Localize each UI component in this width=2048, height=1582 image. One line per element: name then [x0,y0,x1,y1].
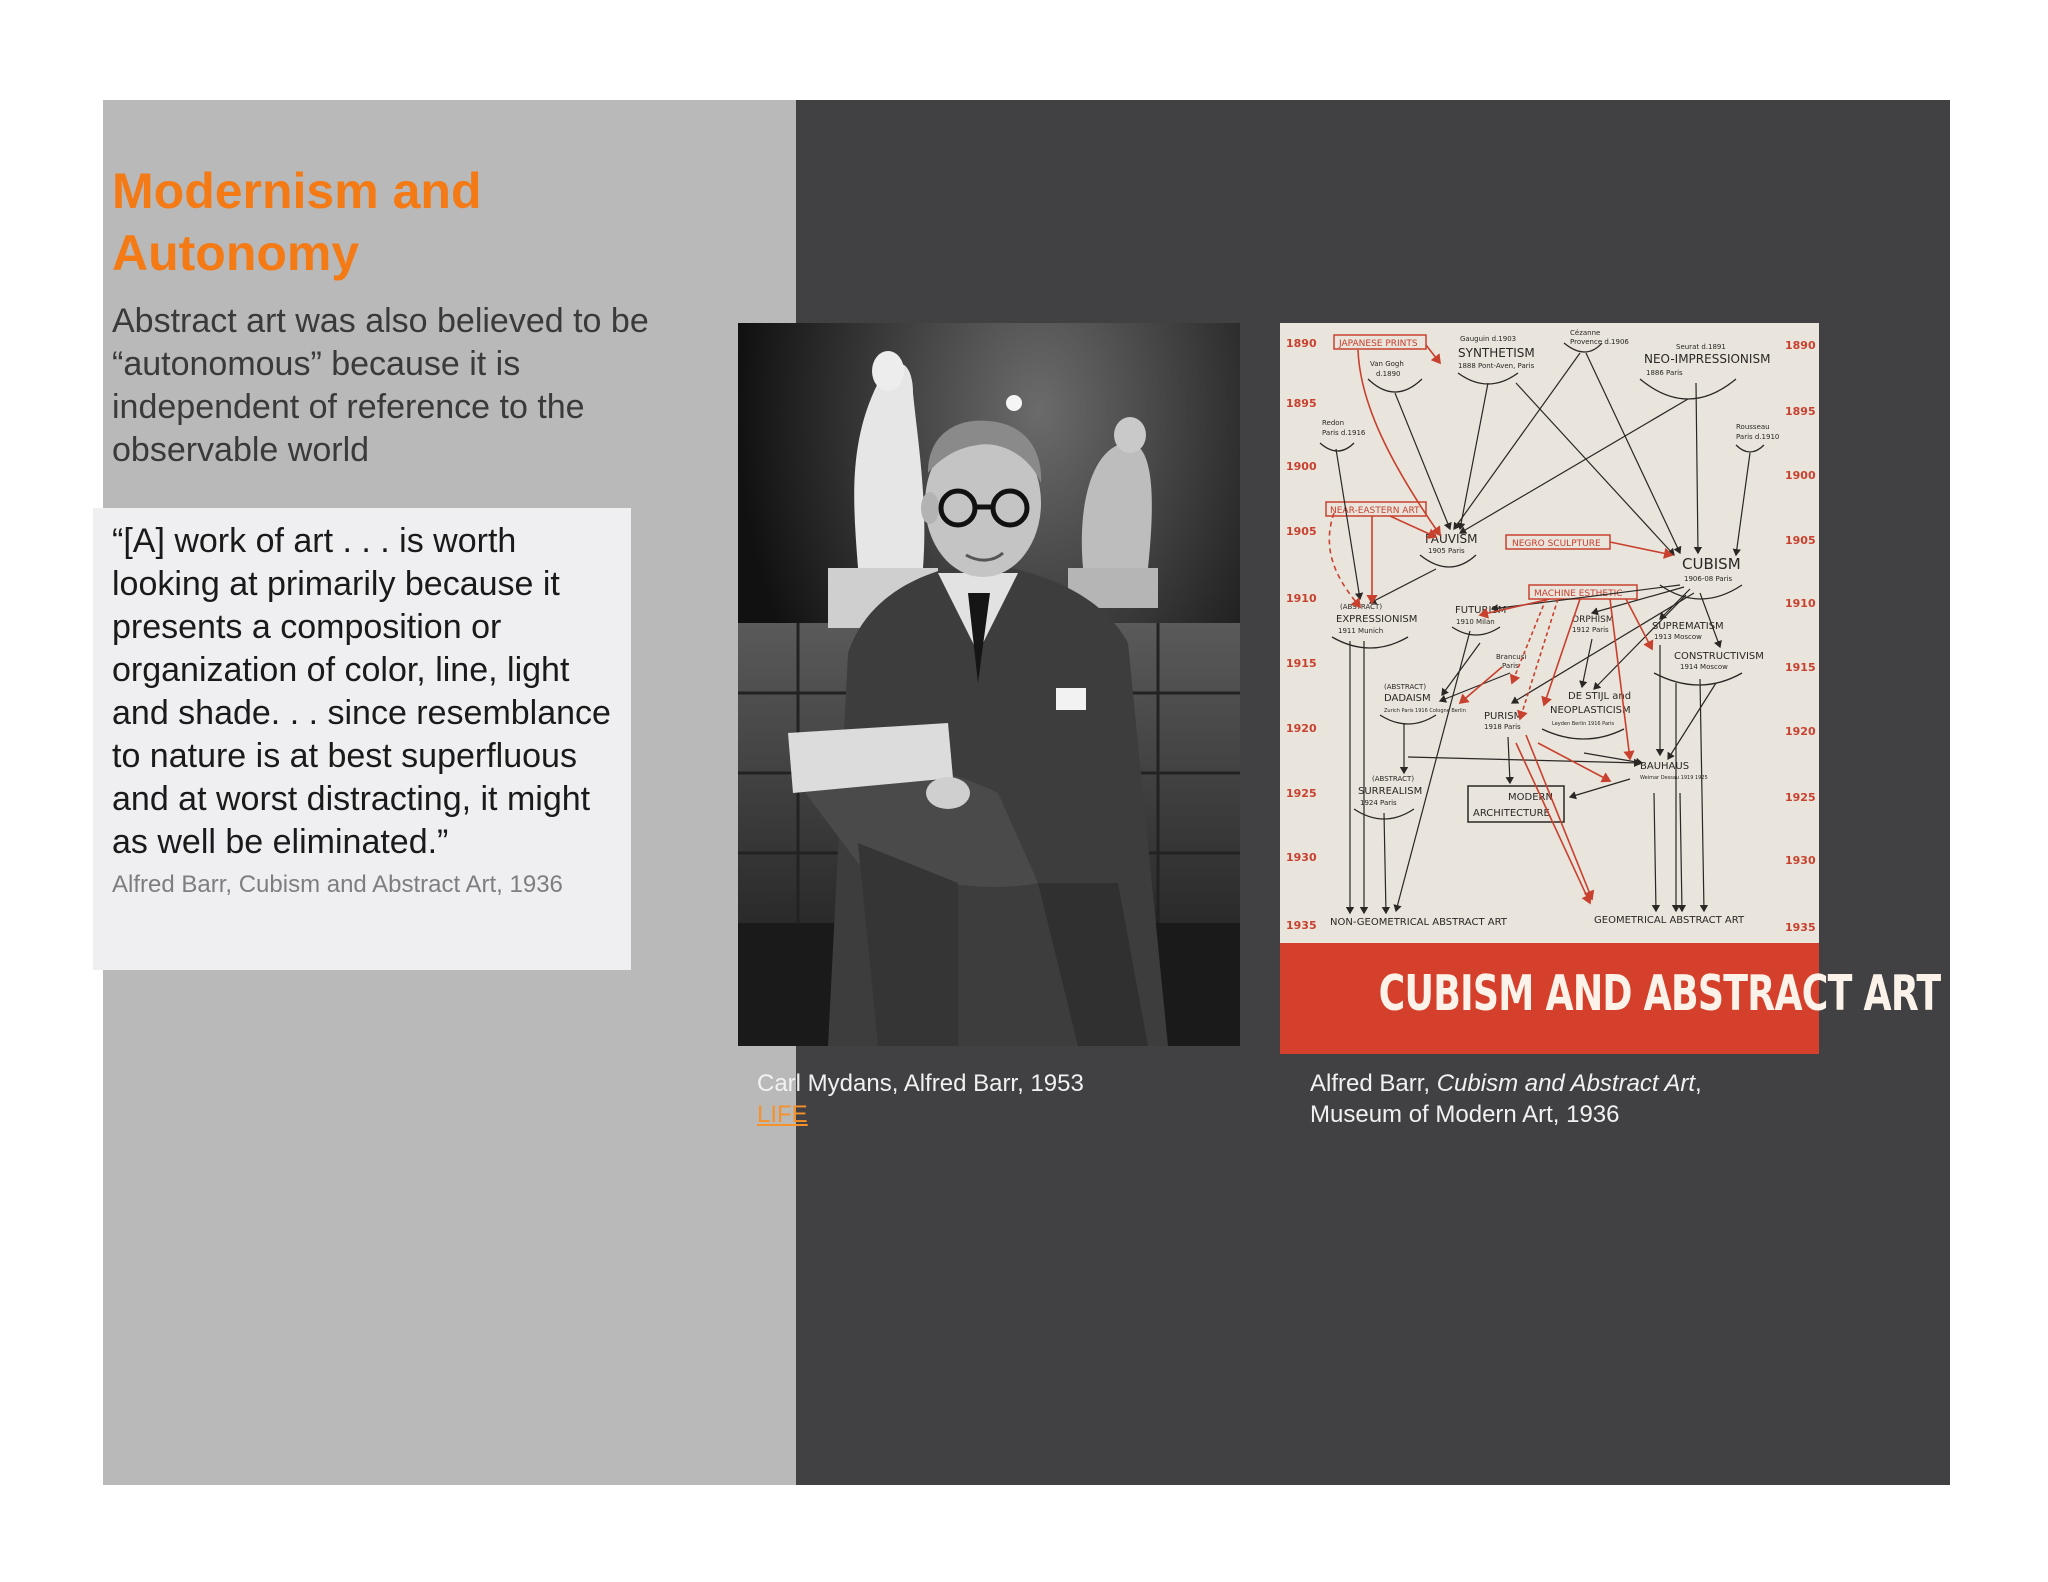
movement-orphism: ORPHISM [1572,615,1614,625]
movement-futurism-sub: 1910 Milan [1456,618,1495,626]
cover-title-band [1280,943,1941,1054]
movement-abstract-expressionism-sub: 1911 Munich [1338,627,1384,635]
cover-caption-title: Cubism and Abstract Art [1436,1070,1696,1097]
alfred-barr-photo [738,323,1240,1046]
cover-caption [1310,1068,1830,1130]
movement-neo-impressionism: NEO-IMPRESSIONISM [1644,352,1771,366]
year-label: 1925 [1785,791,1816,804]
movement-surrealism-1: (ABSTRACT) [1372,775,1415,783]
cubism-abstract-art-cover [1280,323,1941,1054]
year-label: 1905 [1785,534,1816,547]
year-label: 1925 [1286,787,1317,800]
year-label: 1895 [1785,405,1816,418]
year-label: 1930 [1286,851,1317,864]
year-label: 1915 [1286,657,1317,670]
slide-title-line-2: Autonomy [112,225,360,281]
photo-caption [757,1068,1217,1130]
movement-negro-sculpture: NEGRO SCULPTURE [1512,539,1601,549]
movement-synthetism-sub: 1888 Pont-Aven, Paris [1458,362,1535,370]
year-label: 1930 [1785,854,1816,867]
intro-text: Abstract art was also believed to be “autonomous” because it is independent of reference to the observable world [112,302,649,469]
cover-caption-author: Alfred Barr, [1310,1070,1437,1097]
artist-rousseau-sub: Paris d.1910 [1736,433,1780,441]
artist-van-gogh-sub: d.1890 [1376,370,1401,378]
slide-title-line-1: Modernism and [112,163,482,219]
movement-suprematism: SUPREMATISM [1652,621,1724,632]
photo-illustration [738,323,1240,1046]
movement-orphism-sub: 1912 Paris [1572,626,1609,634]
movement-machine-esthetic: MACHINE ESTHETIC [1534,589,1623,599]
movement-dadaism-1: (ABSTRACT) [1384,683,1427,691]
movement-dadaism-sub: Zurich Paris 1916 Cologne Berlin [1384,708,1466,714]
slide-title [112,160,672,284]
movement-de-stijl-1: DE STIJL and [1568,691,1632,702]
life-link[interactable]: LIFE [757,1101,808,1128]
year-label: 1935 [1785,921,1816,934]
movement-surrealism-sub: 1924 Paris [1360,799,1397,807]
year-label: 1890 [1286,337,1317,350]
movement-neo-sub: 1886 Paris [1646,369,1683,377]
movement-purism-sub: 1918 Paris [1484,723,1521,731]
quote-source: Alfred Barr, Cubism and Abstract Art, 1936 [112,871,563,898]
artist-cezanne: Cézanne [1570,329,1601,337]
year-labels-left [1286,337,1317,932]
movement-abstract-expressionism-1: (ABSTRACT) [1340,603,1383,611]
photo-caption-text: Carl Mydans, Alfred Barr, 1953 [757,1070,1084,1097]
movement-de-stijl-2: NEOPLASTICISM [1550,705,1631,716]
movement-dadaism-2: DADAISM [1384,693,1431,704]
movement-cubism: CUBISM [1682,555,1741,573]
movement-futurism: FUTURISM [1455,605,1507,616]
year-label: 1915 [1785,661,1816,674]
artist-redon-sub: Paris d.1916 [1322,429,1366,437]
cover-caption-comma: , [1695,1070,1702,1097]
year-label: 1920 [1286,722,1317,735]
cover-caption-line-1 [1310,1068,1830,1099]
cover-title: CUBISM AND ABSTRACT ART [1378,965,1941,1022]
year-label: 1890 [1785,339,1816,352]
barr-chart [1280,323,1819,943]
movement-abstract-expressionism-2: EXPRESSIONISM [1336,614,1418,625]
movement-constructivism: CONSTRUCTIVISM [1674,651,1764,662]
year-label: 1900 [1785,469,1816,482]
year-label: 1895 [1286,397,1317,410]
movement-modern-architecture-2: ARCHITECTURE [1473,808,1550,819]
artist-brancusi-sub: Paris [1502,662,1519,670]
year-label: 1910 [1785,597,1816,610]
movement-modern-architecture-1: MODERN [1508,792,1553,803]
movement-constructivism-sub: 1914 Moscow [1680,663,1728,671]
movement-purism: PURISM [1484,711,1523,722]
artist-redon: Redon [1322,419,1345,427]
quote-text: “[A] work of art . . . is worth looking at primarily because it presents a composition or organization of color, line, light and shade. . . since resemblance to nature is at best superfluous and at worst distracting, it might as well be eliminated.” [112,522,611,861]
movement-bauhaus-sub: Weimar Dessau 1919 1925 [1640,775,1708,781]
artist-gauguin: Gauguin d.1903 [1460,335,1517,343]
cover-caption-line-2: Museum of Modern Art, 1936 [1310,1101,1620,1128]
year-labels-right [1785,339,1816,934]
movement-suprematism-sub: 1913 Moscow [1654,633,1702,641]
outcome-non-geometrical: NON-GEOMETRICAL ABSTRACT ART [1330,917,1507,928]
movement-bauhaus: BAUHAUS [1640,761,1690,772]
artist-rousseau: Rousseau [1736,423,1770,431]
movement-japanese-prints: JAPANESE PRINTS [1339,339,1418,349]
year-label: 1935 [1286,919,1317,932]
movement-fauvism: FAUVISM [1425,532,1478,546]
year-label: 1910 [1286,592,1317,605]
movement-near-eastern: NEAR-EASTERN ART [1330,506,1420,516]
movement-surrealism-2: SURREALISM [1358,786,1423,797]
movement-de-stijl-sub: Leyden Berlin 1916 Paris [1552,721,1615,727]
year-label: 1905 [1286,525,1317,538]
movement-synthetism: SYNTHETISM [1458,346,1535,360]
quote-box [93,508,631,970]
artist-brancusi: Brancusi [1496,653,1527,661]
artist-van-gogh: Van Gogh [1370,360,1404,368]
year-label: 1900 [1286,460,1317,473]
movement-fauvism-sub: 1905 Paris [1428,547,1465,555]
outcome-geometrical: GEOMETRICAL ABSTRACT ART [1594,915,1745,926]
year-label: 1920 [1785,725,1816,738]
artist-cezanne-sub: Provence d.1906 [1570,338,1629,346]
movement-cubism-sub: 1906-08 Paris [1684,575,1733,583]
artist-seurat: Seurat d.1891 [1676,343,1726,351]
